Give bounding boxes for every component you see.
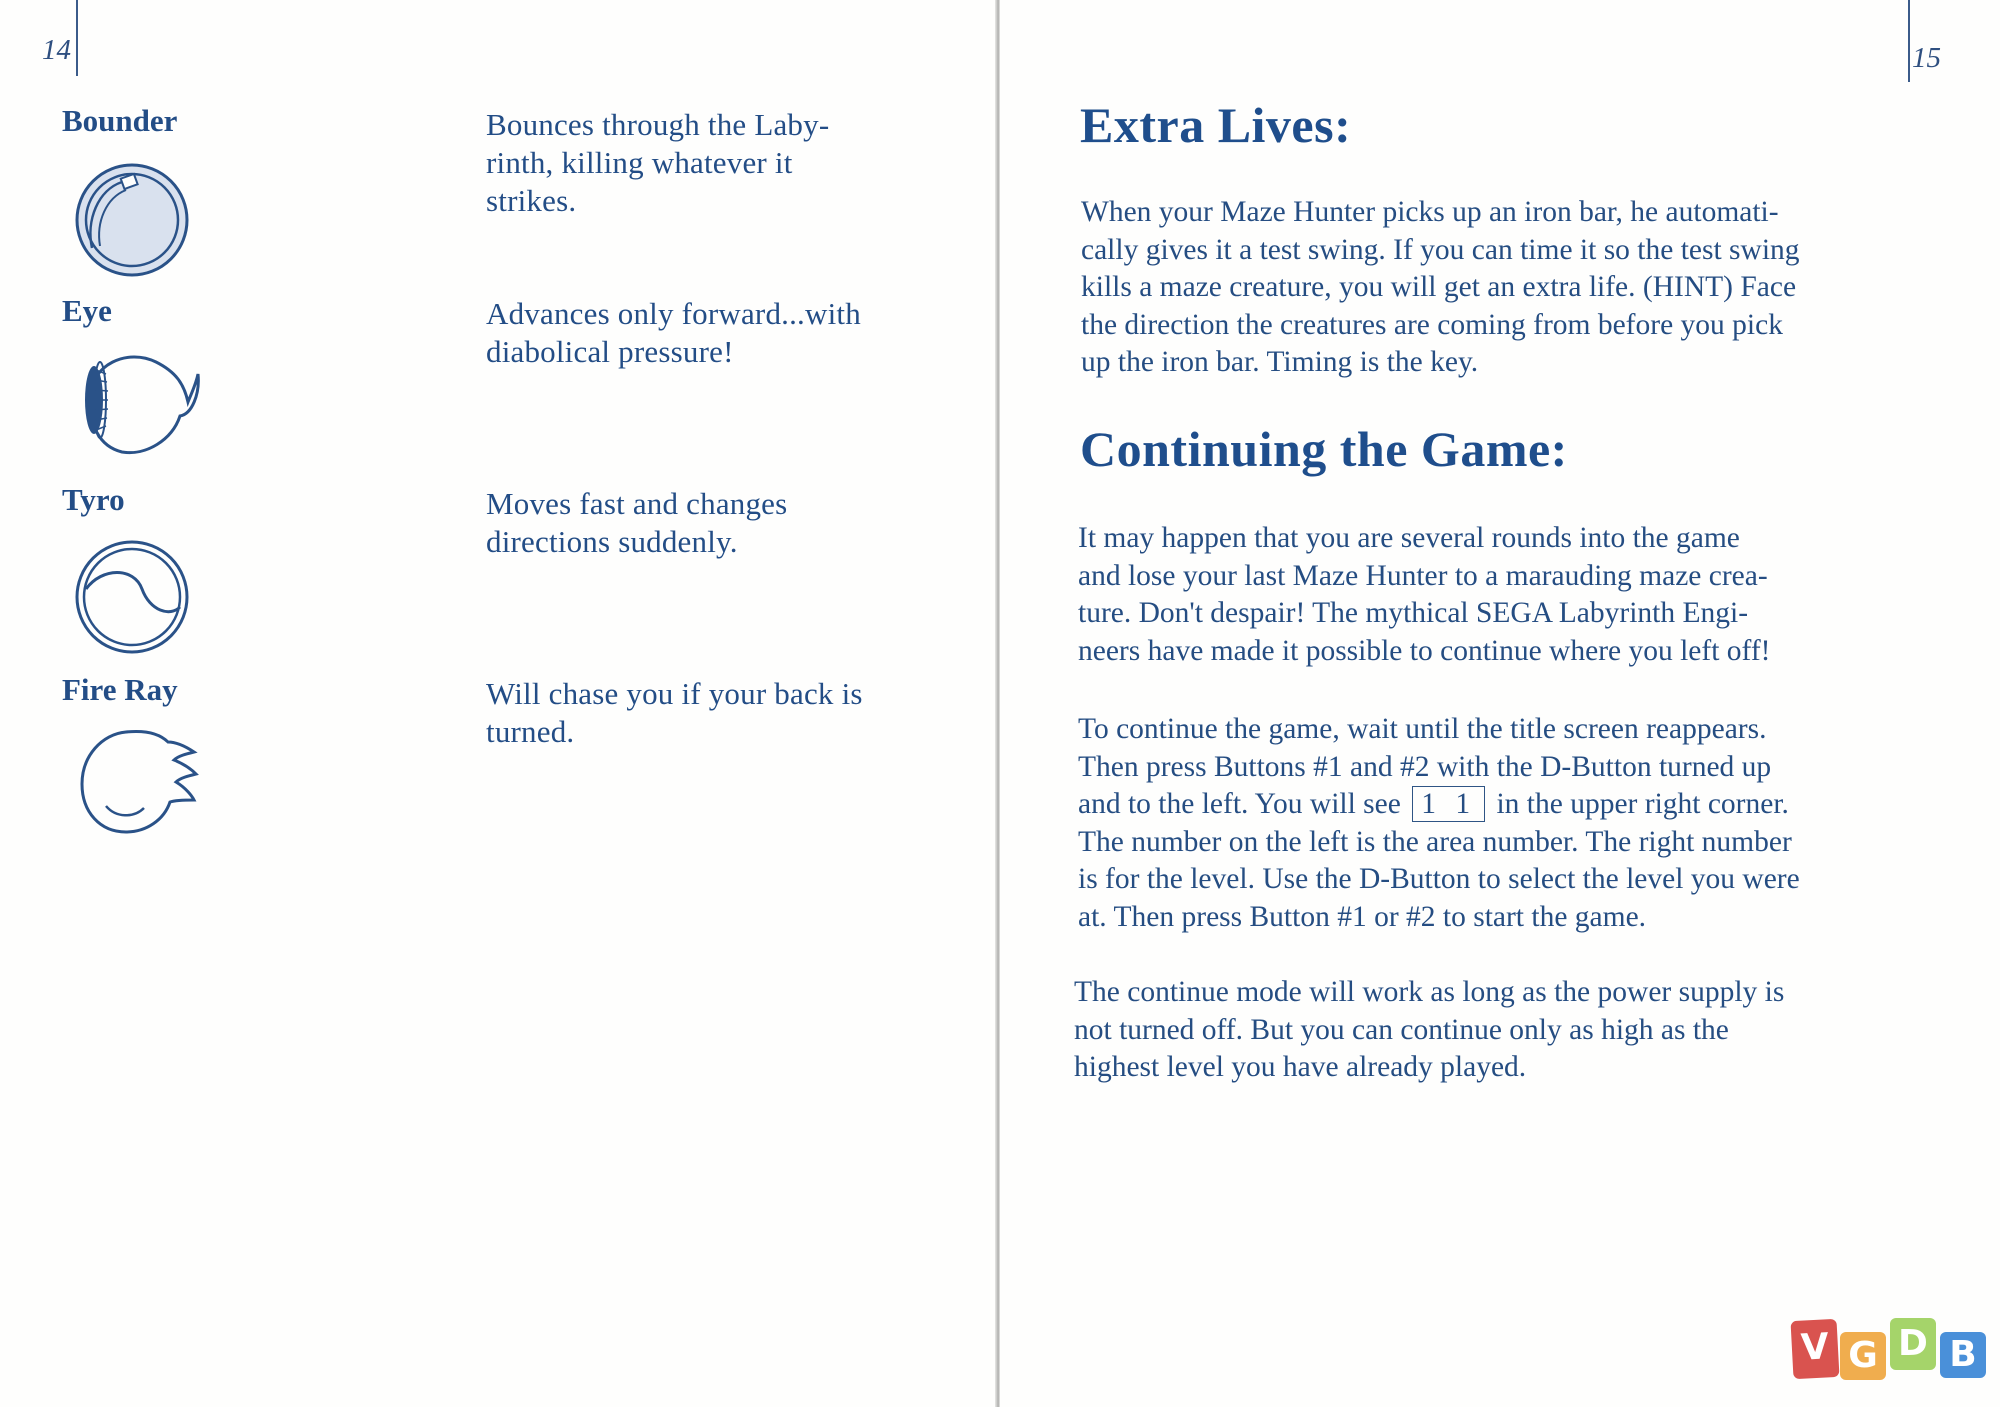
creature-name-bounder: Bounder xyxy=(62,103,178,138)
description-line: Advances only forward...with xyxy=(486,296,861,331)
description-line: directions suddenly. xyxy=(486,524,738,559)
text-line: at. Then press Button #1 or #2 to start the game. xyxy=(1078,900,1647,933)
description-line: rinth, killing whatever it xyxy=(486,145,793,180)
text-line: neers have made it possible to continue where you left off! xyxy=(1078,634,1771,667)
text-line: To continue the game, wait until the title screen reappears. xyxy=(1078,713,1767,745)
logo-tile-b: B xyxy=(1940,1332,1986,1378)
creature-name-tyro: Tyro xyxy=(62,482,125,517)
text-line: and lose your last Maze Hunter to a marauding maze crea- xyxy=(1078,559,1768,592)
text-line: The continue mode will work as long as the power supply is xyxy=(1074,976,1785,1008)
description-line: strikes. xyxy=(486,183,577,218)
fire-ray-icon xyxy=(76,726,206,838)
heading-continuing-the-game: Continuing the Game: xyxy=(1080,421,1568,477)
tyro-ball-icon xyxy=(72,537,192,657)
right-page-number-rule xyxy=(1908,0,1910,82)
text-line: kills a maze creature, you will get an extra life. (HINT) Face xyxy=(1081,271,1797,303)
description-line: turned. xyxy=(486,714,575,749)
text-line: highest level you have already played. xyxy=(1074,1051,1527,1083)
paragraph-extra-lives xyxy=(1081,194,1941,382)
text-line: not turned off. But you can continue only as high as the xyxy=(1074,1013,1729,1046)
text-line: cally gives it a test swing. If you can time it so the test swing xyxy=(1081,233,1800,266)
right-page-number: 15 xyxy=(1912,42,1941,74)
left-page-number: 14 xyxy=(42,34,71,66)
left-page xyxy=(0,0,996,1407)
text-line: When your Maze Hunter picks up an iron bar, he automati- xyxy=(1081,196,1779,228)
text-line: the direction the creatures are coming from before you pick xyxy=(1081,308,1783,341)
description-line: Will chase you if your back is xyxy=(486,676,863,711)
logo-tile-d: D xyxy=(1890,1318,1936,1370)
text-line: is for the level. Use the D-Button to select the level you were xyxy=(1078,863,1800,895)
text-line: The number on the left is the area number. The right number xyxy=(1078,825,1792,858)
paragraph-continuing-2 xyxy=(1078,711,1938,936)
text-line: Then press Buttons #1 and #2 with the D-Button turned up xyxy=(1078,750,1772,783)
creature-description-tyro xyxy=(486,485,936,561)
vgdb-watermark-logo xyxy=(1792,1318,1990,1378)
creature-name-fire-ray: Fire Ray xyxy=(62,672,178,707)
creature-description-fire-ray xyxy=(486,675,936,751)
paragraph-continuing-3 xyxy=(1074,974,1934,1087)
heading-extra-lives: Extra Lives: xyxy=(1080,97,1352,153)
logo-tile-v: V xyxy=(1791,1319,1840,1379)
creature-description-bounder xyxy=(486,106,936,220)
eye-creature-icon xyxy=(76,344,206,464)
text-line-with-box xyxy=(1078,786,1938,824)
text-line: It may happen that you are several rounds into the game xyxy=(1078,522,1740,554)
description-line: diabolical pressure! xyxy=(486,334,734,369)
bounder-bubble-icon xyxy=(70,160,196,280)
creature-name-eye: Eye xyxy=(62,293,112,328)
text-line: up the iron bar. Timing is the key. xyxy=(1081,346,1479,378)
text-segment: and to the left. You will see xyxy=(1078,788,1401,820)
creature-description-eye xyxy=(486,295,936,371)
paragraph-continuing-1 xyxy=(1078,520,1938,670)
text-segment: in the upper right corner. xyxy=(1496,788,1789,820)
left-page-number-rule xyxy=(76,0,78,76)
description-line: Bounces through the Laby- xyxy=(486,107,830,142)
logo-tile-g: G xyxy=(1840,1332,1886,1380)
description-line: Moves fast and changes xyxy=(486,486,788,521)
text-line: ture. Don't despair! The mythical SEGA Labyrinth Engi- xyxy=(1078,597,1749,629)
area-level-indicator-box: 1 1 xyxy=(1412,786,1485,822)
